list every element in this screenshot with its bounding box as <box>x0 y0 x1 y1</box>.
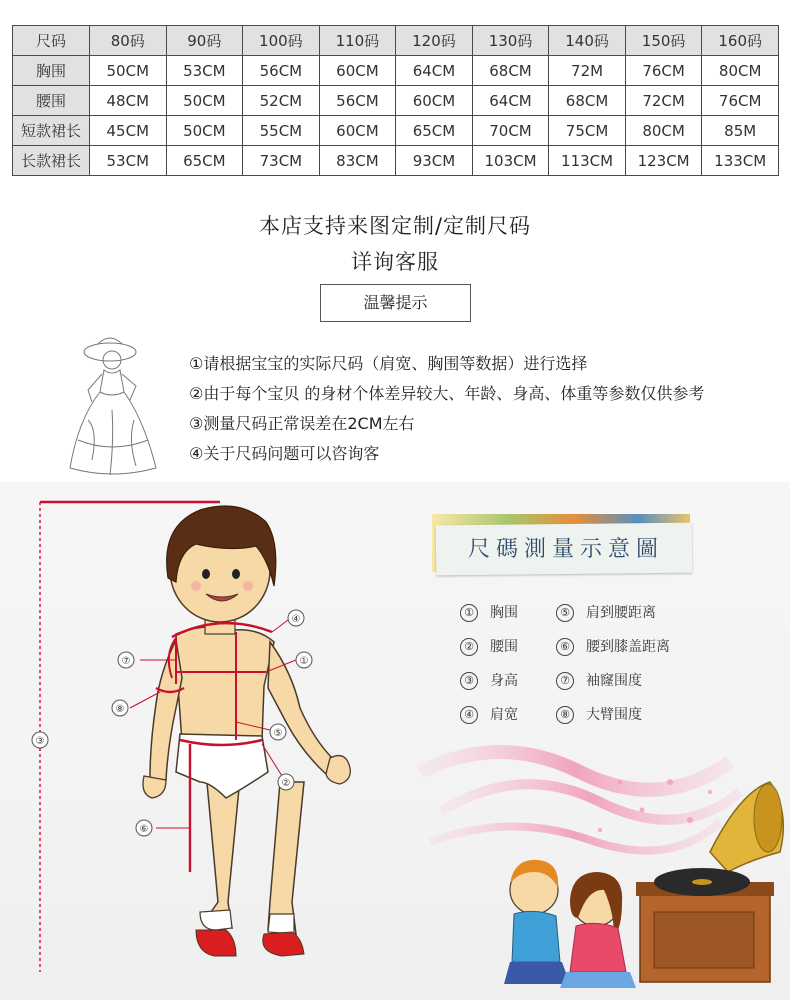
size-value-cell: 80CM <box>702 56 779 86</box>
legend-label: 腰到膝盖距离 <box>586 639 670 655</box>
size-chart-body <box>13 26 779 176</box>
measurement-name-cell: 胸围 <box>13 56 90 86</box>
measurement-diagram-section <box>0 482 790 1000</box>
size-value-cell: 50CM <box>166 86 243 116</box>
size-value-cell: 56CM <box>319 86 396 116</box>
size-table-row <box>13 116 779 146</box>
size-value-cell: 76CM <box>702 86 779 116</box>
size-header-cell: 120码 <box>396 26 473 56</box>
size-value-cell: 76CM <box>625 56 702 86</box>
size-header-cell: 100码 <box>243 26 320 56</box>
size-value-cell: 50CM <box>166 116 243 146</box>
legend-label: 大臂围度 <box>586 707 642 723</box>
marker-waist: ② <box>281 778 291 789</box>
size-header-cell: 尺码 <box>13 26 90 56</box>
size-value-cell: 123CM <box>625 146 702 176</box>
legend-number: ④ <box>460 706 478 724</box>
size-value-cell: 60CM <box>319 116 396 146</box>
child-figure-image <box>143 506 350 956</box>
legend-label: 袖窿围度 <box>586 673 642 689</box>
legend-label: 肩宽 <box>490 707 518 723</box>
size-value-cell: 60CM <box>396 86 473 116</box>
size-value-cell: 83CM <box>319 146 396 176</box>
size-header-cell: 130码 <box>472 26 549 56</box>
size-header-cell: 140码 <box>549 26 626 56</box>
legend-label: 胸围 <box>490 605 518 621</box>
legend-number: ⑦ <box>556 672 574 690</box>
size-table-row <box>13 56 779 86</box>
size-value-cell: 60CM <box>319 56 396 86</box>
marker-height: ③ <box>35 736 45 747</box>
size-value-cell: 64CM <box>396 56 473 86</box>
size-chart-table <box>12 25 779 176</box>
size-value-cell: 68CM <box>472 56 549 86</box>
size-value-cell: 50CM <box>90 56 167 86</box>
size-value-cell: 103CM <box>472 146 549 176</box>
size-value-cell: 52CM <box>243 86 320 116</box>
size-value-cell: 48CM <box>90 86 167 116</box>
size-header-cell: 80码 <box>90 26 167 56</box>
size-value-cell: 45CM <box>90 116 167 146</box>
legend-label: 肩到腰距离 <box>586 605 656 621</box>
princess-sketch-image <box>58 330 166 480</box>
size-value-cell: 85M <box>702 116 779 146</box>
size-value-cell: 53CM <box>90 146 167 176</box>
legend-item-shoulder-waist <box>556 602 656 622</box>
marker-shoulder: ④ <box>291 614 301 625</box>
legend-number: ⑥ <box>556 638 574 656</box>
size-table-row <box>13 86 779 116</box>
tip-item: ①请根据宝宝的实际尺码（肩宽、胸围等数据）进行选择 <box>189 354 588 373</box>
size-value-cell: 72M <box>549 56 626 86</box>
legend-item-waist-knee <box>556 636 670 656</box>
marker-armhole: ⑦ <box>121 656 131 667</box>
size-value-cell: 70CM <box>472 116 549 146</box>
marker-shoulder-waist: ⑤ <box>273 728 283 739</box>
measurement-name-cell: 腰围 <box>13 86 90 116</box>
marker-chest: ① <box>299 656 309 667</box>
size-header-cell: 90码 <box>166 26 243 56</box>
custom-order-notice: 本店支持来图定制/定制尺码 <box>258 214 532 238</box>
legend-item-shoulder <box>460 704 518 724</box>
tips-list <box>189 349 704 469</box>
legend-number: ② <box>460 638 478 656</box>
size-header-row <box>13 26 779 56</box>
tip-item: ③测量尺码正常误差在2CM左右 <box>189 414 415 433</box>
size-value-cell: 53CM <box>166 56 243 86</box>
size-value-cell: 65CM <box>396 116 473 146</box>
legend-number: ⑧ <box>556 706 574 724</box>
legend-label: 腰围 <box>490 639 518 655</box>
size-header-cell: 160码 <box>702 26 779 56</box>
marker-upper-arm: ⑧ <box>115 704 125 715</box>
legend-item-waist <box>460 636 518 656</box>
size-value-cell: 113CM <box>549 146 626 176</box>
legend-number: ⑤ <box>556 604 574 622</box>
size-header-cell: 110码 <box>319 26 396 56</box>
kids-gramophone-illustration <box>410 722 790 1000</box>
legend-item-height <box>460 670 518 690</box>
measurement-name-cell: 短款裙长 <box>13 116 90 146</box>
measurement-name-cell: 长款裙长 <box>13 146 90 176</box>
size-table-row <box>13 146 779 176</box>
legend-item-chest <box>460 602 518 622</box>
legend-item-armhole <box>556 670 642 690</box>
legend-label: 身高 <box>490 673 518 689</box>
size-value-cell: 68CM <box>549 86 626 116</box>
size-value-cell: 75CM <box>549 116 626 146</box>
legend-number: ① <box>460 604 478 622</box>
size-value-cell: 80CM <box>625 116 702 146</box>
contact-service-notice: 详询客服 <box>351 250 439 274</box>
marker-waist-knee: ⑥ <box>139 824 149 835</box>
child-measurement-figure <box>0 482 410 1000</box>
tip-item: ④关于尺码问题可以咨询客 <box>189 444 380 463</box>
size-header-cell: 150码 <box>625 26 702 56</box>
size-value-cell: 65CM <box>166 146 243 176</box>
legend-number: ③ <box>460 672 478 690</box>
size-value-cell: 72CM <box>625 86 702 116</box>
size-value-cell: 55CM <box>243 116 320 146</box>
size-value-cell: 64CM <box>472 86 549 116</box>
size-value-cell: 93CM <box>396 146 473 176</box>
tip-item: ②由于每个宝贝 的身材个体差异较大、年龄、身高、体重等参数仅供参考 <box>189 384 705 403</box>
size-value-cell: 73CM <box>243 146 320 176</box>
diagram-title: 尺碼測量示意圖 <box>467 537 664 562</box>
size-value-cell: 56CM <box>243 56 320 86</box>
size-value-cell: 133CM <box>702 146 779 176</box>
warm-tips-label: 温馨提示 <box>320 284 471 322</box>
legend-item-upper-arm <box>556 704 642 724</box>
